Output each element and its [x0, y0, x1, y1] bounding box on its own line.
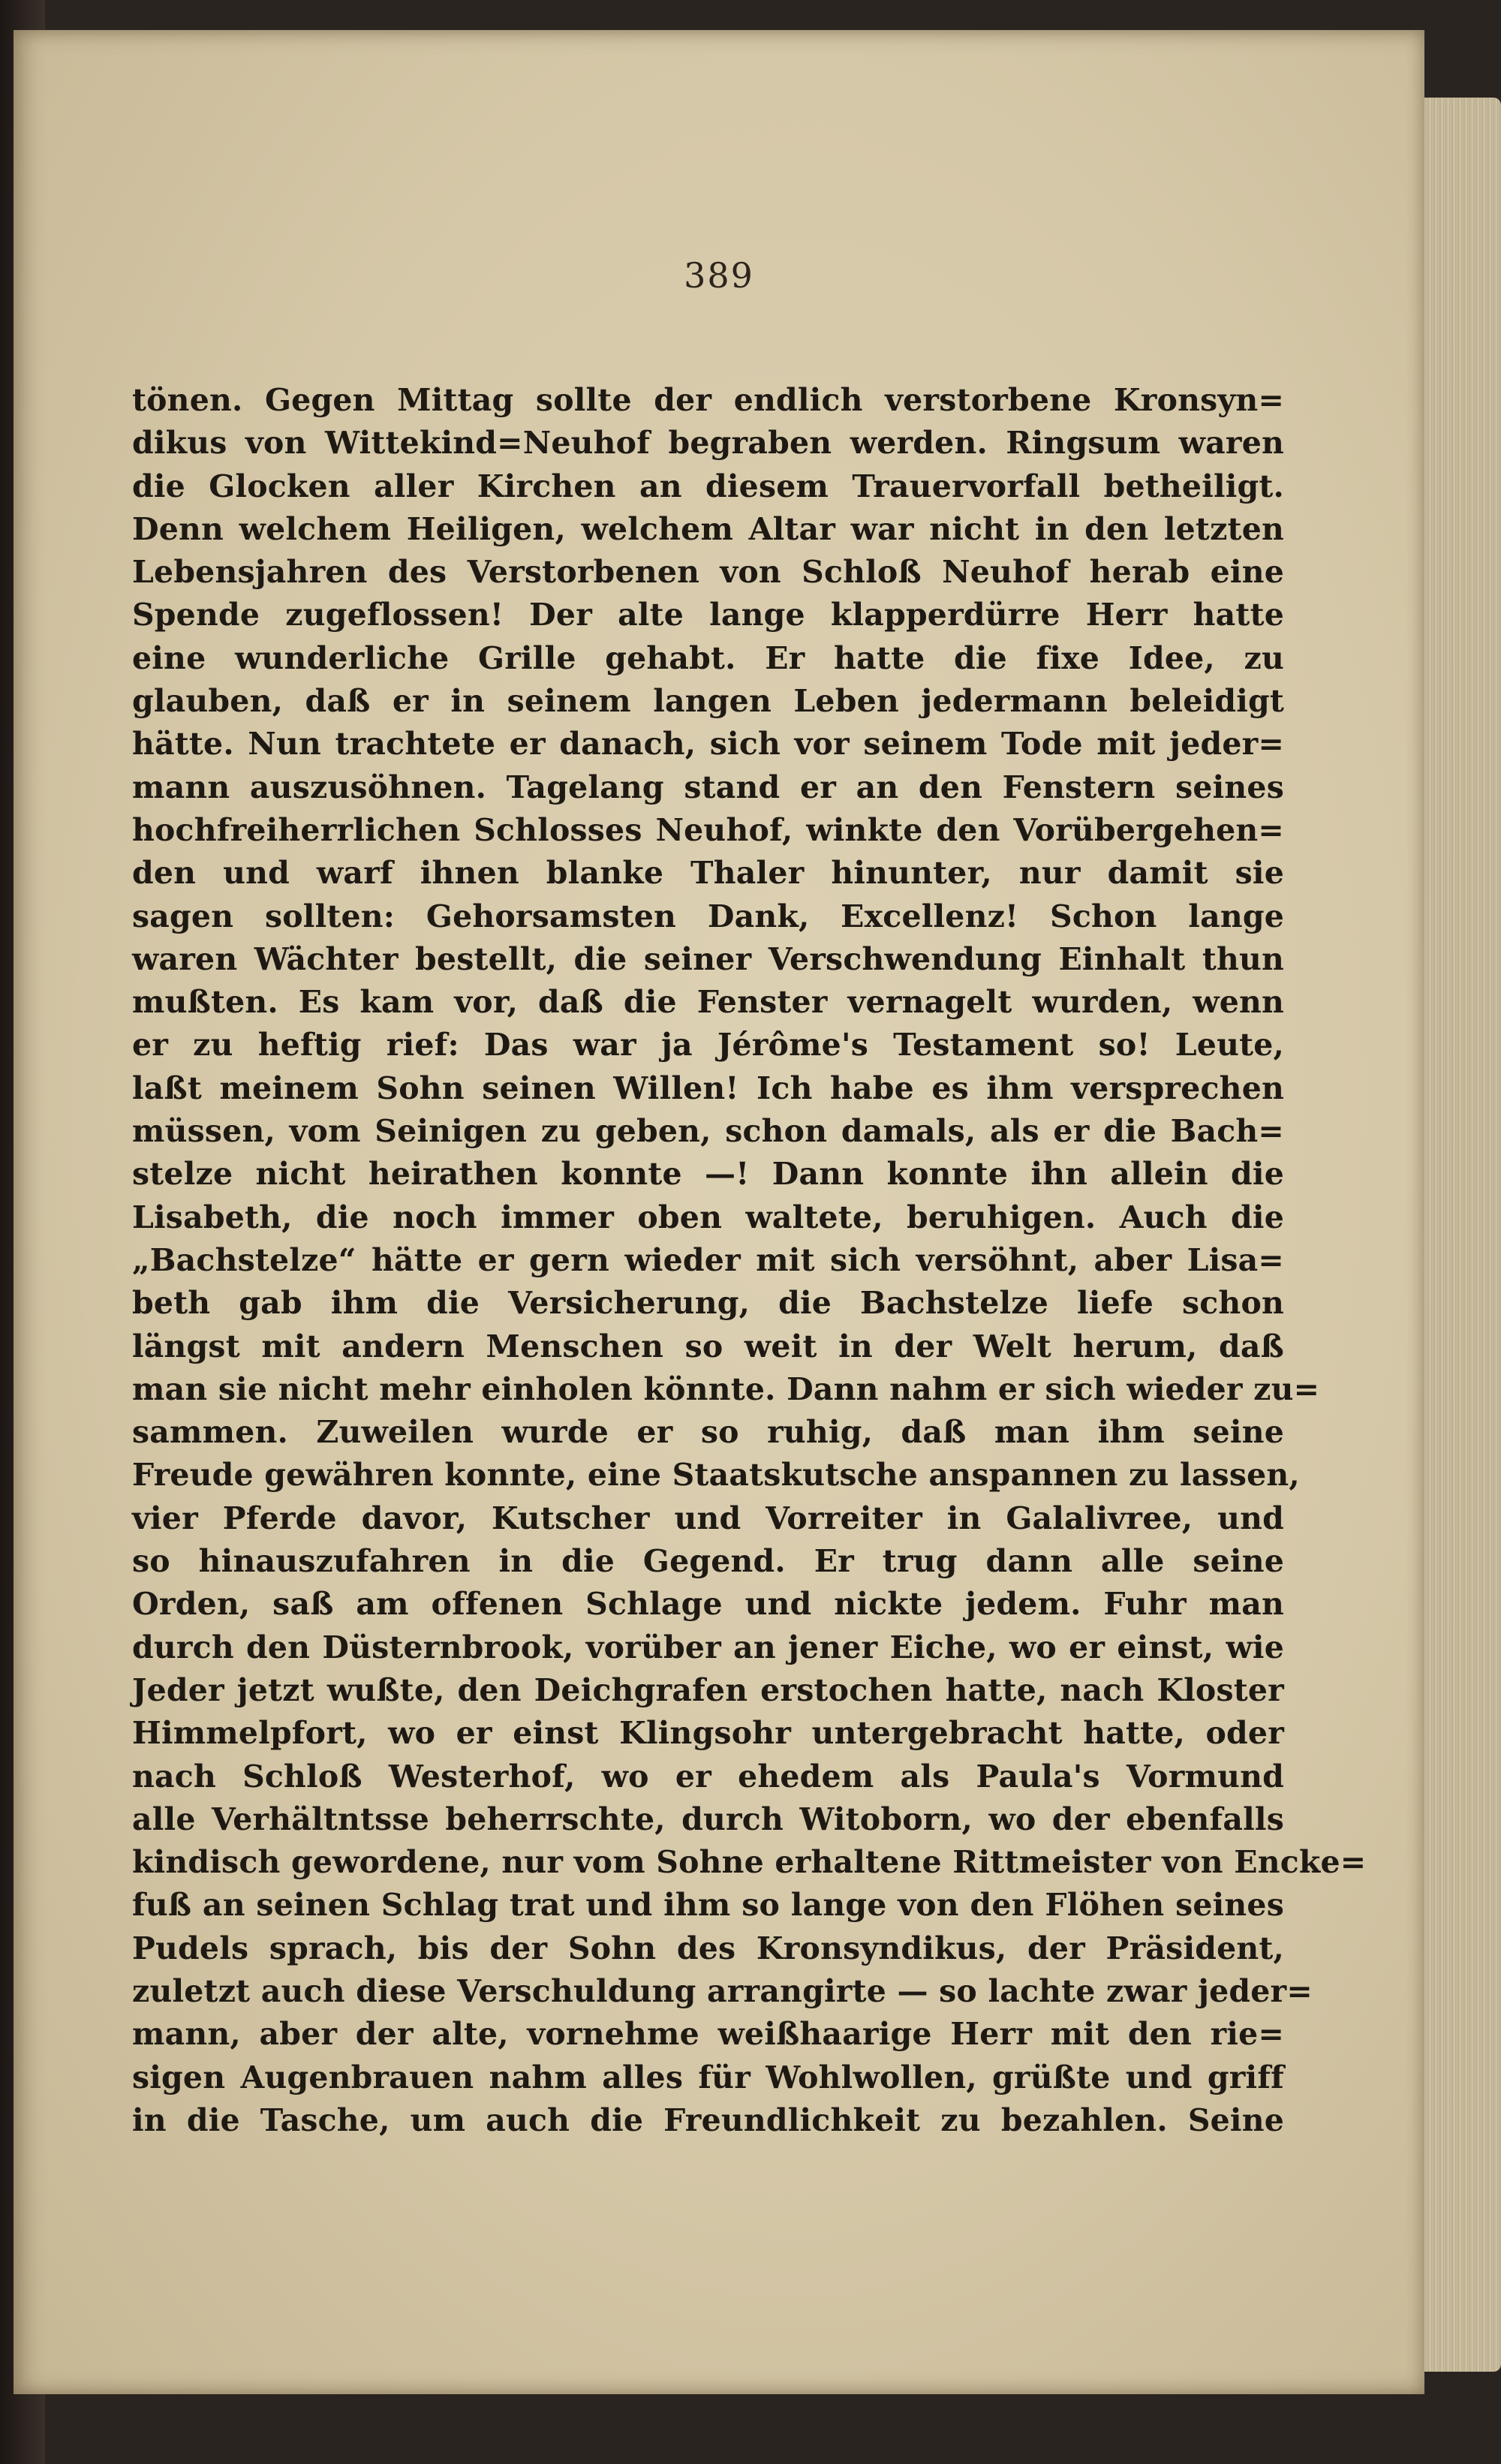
text-line: mann, aber der alte, vornehme weißhaarige Herr mit den rie= [132, 2016, 1284, 2053]
text-line: man sie nicht mehr einholen könnte. Dann nahm er sich wieder zu= [132, 1370, 1320, 1407]
text-line: waren Wächter bestellt, die seiner Verschwendung Einhalt thun [132, 940, 1284, 977]
text-line: Lisabeth, die noch immer oben waltete, beruhigen. Auch die [132, 1199, 1284, 1235]
body-text [132, 379, 1367, 2142]
text-line: sagen sollten: Gehorsamsten Dank, Excellenz! Schon lange [132, 898, 1284, 934]
text-line: Himmelpfort, wo er einst Klingsohr untergebracht hatte, oder [132, 1715, 1284, 1752]
text-line: er zu heftig rief: Das war ja Jérôme's Testament so! Leute, [132, 1027, 1284, 1064]
text-line: fuß an seinen Schlag trat und ihm so lange von den Flöhen seines [132, 1887, 1284, 1924]
text-line: nach Schloß Westerhof, wo er ehedem als Paula's Vormund [132, 1758, 1284, 1795]
text-line: tönen. Gegen Mittag sollte der endlich verstorbene Kronsyn= [132, 382, 1284, 418]
text-line: sammen. Zuweilen wurde er so ruhig, daß man ihm seine [132, 1414, 1284, 1451]
text-line: müssen, vom Seinigen zu geben, schon damals, als er die Bach= [132, 1113, 1284, 1150]
book-page [14, 30, 1424, 2394]
text-line: den und warf ihnen blanke Thaler hinunter, nur damit sie [132, 855, 1284, 892]
text-line: zuletzt auch diese Verschuldung arrangirte — so lachte zwar jeder= [132, 1972, 1313, 2009]
text-line: vier Pferde davor, Kutscher und Vorreiter in Galalivree, und [132, 1500, 1284, 1536]
text-line: „Bachstelze“ hätte er gern wieder mit sich versöhnt, aber Lisa= [132, 1241, 1284, 1278]
text-line: die Glocken aller Kirchen an diesem Trauervorfall betheiligt. [132, 468, 1284, 504]
text-line: in die Tasche, um auch die Freundlichkeit zu bezahlen. Seine [132, 2101, 1284, 2138]
text-line: sigen Augenbrauen nahm alles für Wohlwollen, grüßte und griff [132, 2059, 1284, 2095]
text-line: Spende zugeflossen! Der alte lange klapperdürre Herr hatte [132, 597, 1284, 633]
text-line: längst mit andern Menschen so weit in der Welt herum, daß [132, 1328, 1284, 1364]
text-line: hätte. Nun trachtete er danach, sich vor seinem Tode mit jeder= [132, 726, 1284, 763]
text-line: Freude gewähren konnte, eine Staatskutsche anspannen zu lassen, [132, 1457, 1300, 1494]
page-number: 389 [684, 255, 754, 296]
text-line: beth gab ihm die Versicherung, die Bachstelze liefe schon [132, 1285, 1284, 1322]
text-line: so hinauszufahren in die Gegend. Er trug dann alle seine [132, 1543, 1284, 1580]
text-line: durch den Düsternbrook, vorüber an jener Eiche, wo er einst, wie [132, 1629, 1284, 1665]
text-line: hochfreiherrlichen Schlosses Neuhof, winkte den Vorübergehen= [132, 811, 1284, 848]
text-line: mann auszusöhnen. Tagelang stand er an den Fenstern seines [132, 769, 1284, 805]
text-line: stelze nicht heirathen konnte —! Dann konnte ihn allein die [132, 1156, 1284, 1193]
text-line: Jeder jetzt wußte, den Deichgrafen erstochen hatte, nach Kloster [132, 1671, 1284, 1708]
text-line: kindisch gewordene, nur vom Sohne erhaltene Rittmeister von Encke= [132, 1844, 1367, 1881]
text-line: eine wunderliche Grille gehabt. Er hatte die fixe Idee, zu [132, 639, 1284, 676]
text-line: laßt meinem Sohn seinen Willen! Ich habe es ihm versprechen [132, 1070, 1284, 1106]
text-line: Lebensjahren des Verstorbenen von Schloß Neuhof herab eine [132, 554, 1284, 591]
text-line: dikus von Wittekind=Neuhof begraben werden. Ringsum waren [132, 425, 1284, 462]
text-line: alle Verhältntsse beherrschte, durch Witoborn, wo der ebenfalls [132, 1801, 1284, 1837]
text-line: glauben, daß er in seinem langen Leben jedermann beleidigt [132, 683, 1284, 720]
text-line: Denn welchem Heiligen, welchem Altar war nicht in den letzten [132, 510, 1284, 547]
text-line: Orden, saß am offenen Schlage und nickte jedem. Fuhr man [132, 1586, 1284, 1623]
text-line: mußten. Es kam vor, daß die Fenster vernagelt wurden, wenn [132, 984, 1284, 1021]
text-line: Pudels sprach, bis der Sohn des Kronsyndikus, der Präsident, [132, 1930, 1284, 1966]
